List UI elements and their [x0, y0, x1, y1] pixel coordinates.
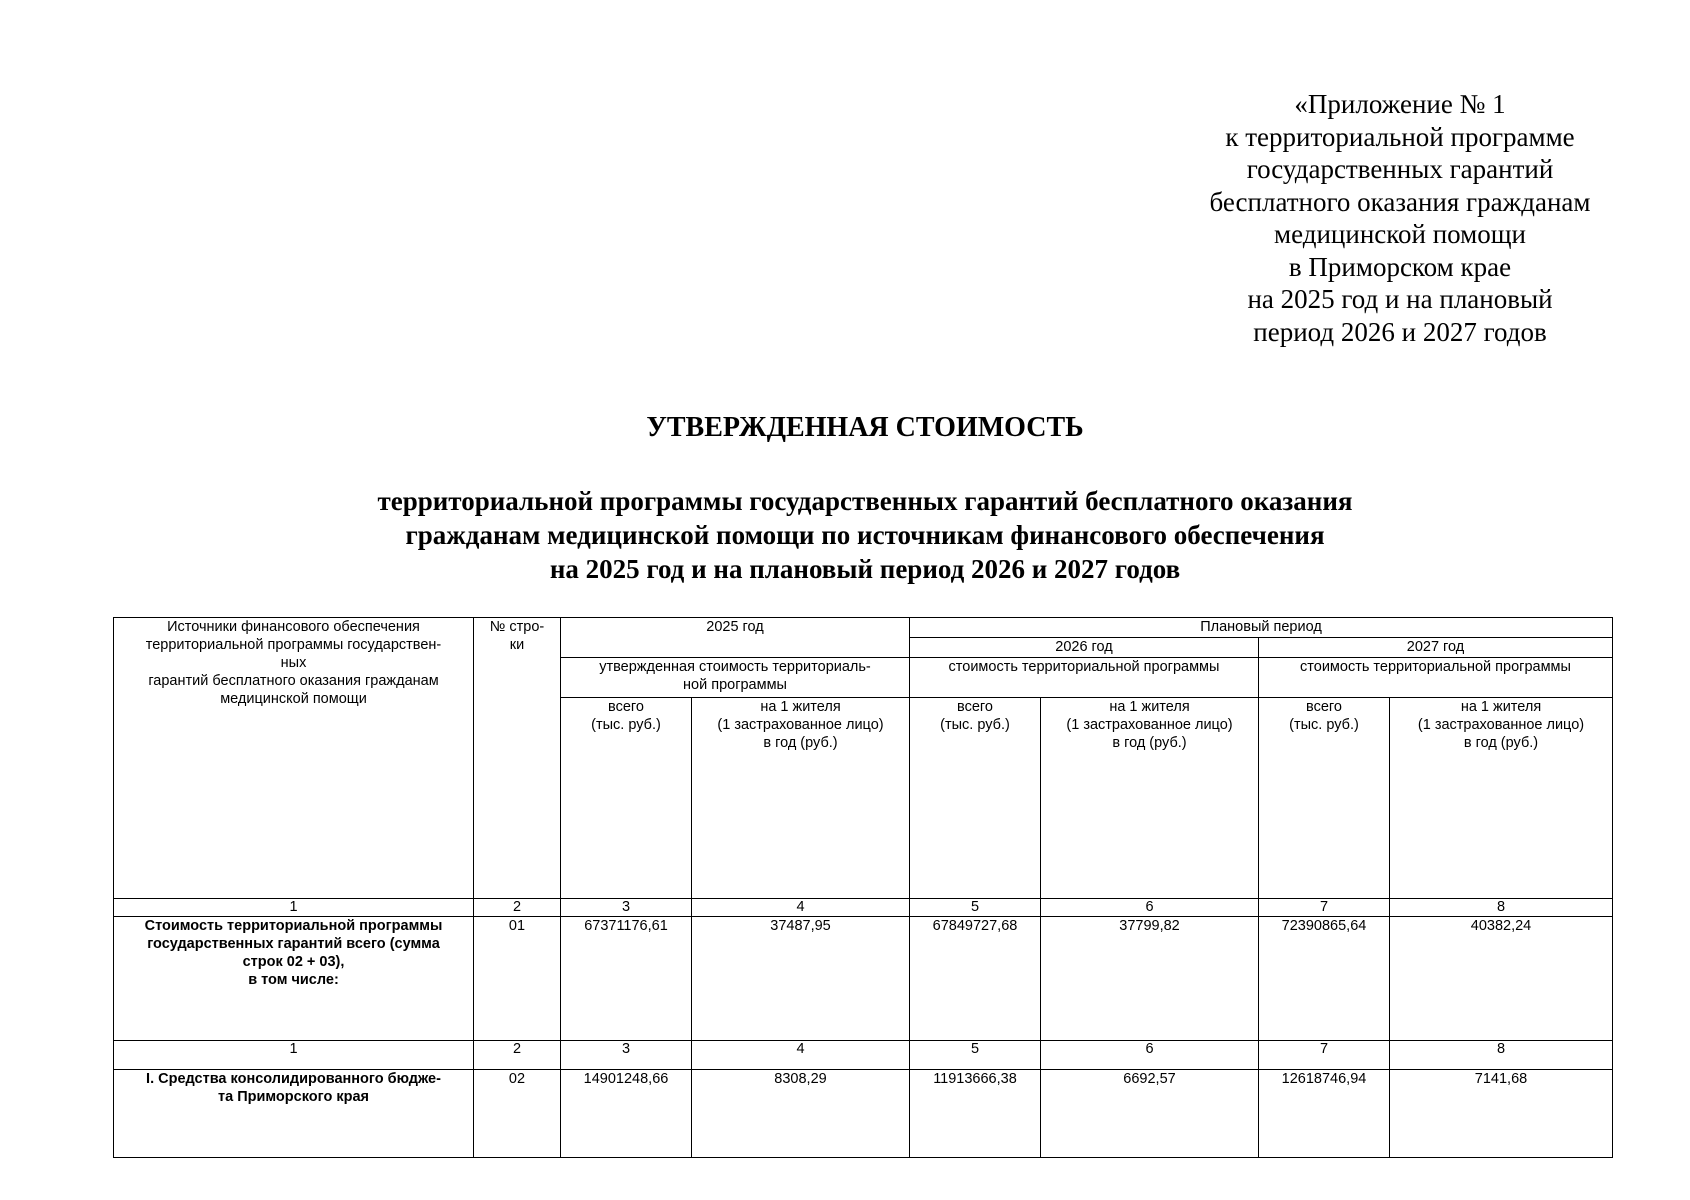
table-row: [114, 1070, 1613, 1158]
column-number: 5: [910, 1041, 1041, 1070]
column-number: 7: [1259, 1041, 1390, 1070]
header-program-cost-2026: стоимость территориальной программы: [910, 658, 1259, 698]
value-cell: 11913666,38: [910, 1070, 1041, 1158]
cost-table: [113, 617, 1613, 1158]
header-total-2026: всего (тыс. руб.): [910, 698, 1041, 899]
column-number: 3: [561, 1041, 692, 1070]
column-number-row: [114, 899, 1613, 917]
header-year-2027: 2027 год: [1259, 638, 1613, 658]
row-number: 02: [474, 1070, 561, 1158]
value-cell: 8308,29: [692, 1070, 910, 1158]
value-cell: 6692,57: [1041, 1070, 1259, 1158]
annex-line: в Приморском крае: [1288, 251, 1512, 282]
value-cell: 67849727,68: [910, 917, 1041, 1041]
column-number: 1: [114, 899, 474, 917]
value-cell: 37487,95: [692, 917, 910, 1041]
value-cell: 37799,82: [1041, 917, 1259, 1041]
column-number: 4: [692, 1041, 910, 1070]
header-planned-period: Плановый период: [910, 618, 1613, 638]
column-number: 3: [561, 899, 692, 917]
header-approved-cost: утвержденная стоимость территориаль- ной программы: [561, 658, 910, 698]
header-per-resident-2027: на 1 жителя (1 застрахованное лицо) в год (руб.): [1390, 698, 1613, 899]
annex-line: бесплатного оказания гражданам: [1209, 186, 1591, 217]
annex-line: медицинской помощи: [1274, 219, 1526, 249]
header-sources: Источники финансового обеспечения территориальной программы государствен- ных гарантий бесплатного оказания гражданам медицинской помощи: [114, 618, 474, 899]
row-number: 01: [474, 917, 561, 1041]
column-number-row: [114, 1041, 1613, 1070]
header-per-resident-2026: на 1 жителя (1 застрахованное лицо) в год (руб.): [1041, 698, 1259, 899]
value-cell: 67371176,61: [561, 917, 692, 1041]
value-cell: 7141,68: [1390, 1070, 1613, 1158]
column-number: 7: [1259, 899, 1390, 917]
annex-line: период 2026 и 2027 годов: [1253, 316, 1547, 347]
column-number: 1: [114, 1041, 474, 1070]
subtitle-line: территориальной программы государственных гарантий бесплатного оказания: [377, 486, 1353, 516]
column-number: 8: [1390, 1041, 1613, 1070]
table-row: [114, 917, 1613, 1041]
header-year-2026: 2026 год: [910, 638, 1259, 658]
subtitle-line: гражданам медицинской помощи по источникам финансового обеспечения: [405, 520, 1325, 550]
value-cell: 12618746,94: [1259, 1070, 1390, 1158]
annex-line: на 2025 год и на плановый: [1247, 284, 1553, 314]
header-total-2025: всего (тыс. руб.): [561, 698, 692, 899]
column-number: 4: [692, 899, 910, 917]
annex-header: [1180, 88, 1620, 348]
header-row-number: № стро- ки: [474, 618, 561, 899]
header-row-1: [114, 618, 1613, 638]
row-label: I. Средства консолидированного бюдже- та Приморского края: [114, 1070, 474, 1158]
subtitle-line: на 2025 год и на плановый период 2026 и 2027 годов: [549, 554, 1181, 584]
column-number: 2: [474, 1041, 561, 1070]
header-per-resident-2025: на 1 жителя (1 застрахованное лицо) в год (руб.): [692, 698, 910, 899]
header-year-2025: 2025 год: [561, 618, 910, 658]
value-cell: 40382,24: [1390, 917, 1613, 1041]
annex-line: к территориальной программе: [1225, 121, 1575, 152]
column-number: 6: [1041, 1041, 1259, 1070]
column-number: 5: [910, 899, 1041, 917]
value-cell: 14901248,66: [561, 1070, 692, 1158]
annex-line: «Приложение № 1: [1294, 89, 1506, 119]
value-cell: 72390865,64: [1259, 917, 1390, 1041]
annex-line: государственных гарантий: [1246, 154, 1554, 184]
header-program-cost-2027: стоимость территориальной программы: [1259, 658, 1613, 698]
column-number: 6: [1041, 899, 1259, 917]
document-subtitle: [0, 484, 1690, 586]
header-total-2027: всего (тыс. руб.): [1259, 698, 1390, 899]
column-number: 8: [1390, 899, 1613, 917]
row-label: Стоимость территориальной программы государственных гарантий всего (сумма строк 02 + 03), в том числе:: [114, 917, 474, 1041]
document-title: УТВЕРЖДЕННАЯ СТОИМОСТЬ: [646, 412, 1084, 443]
column-number: 2: [474, 899, 561, 917]
